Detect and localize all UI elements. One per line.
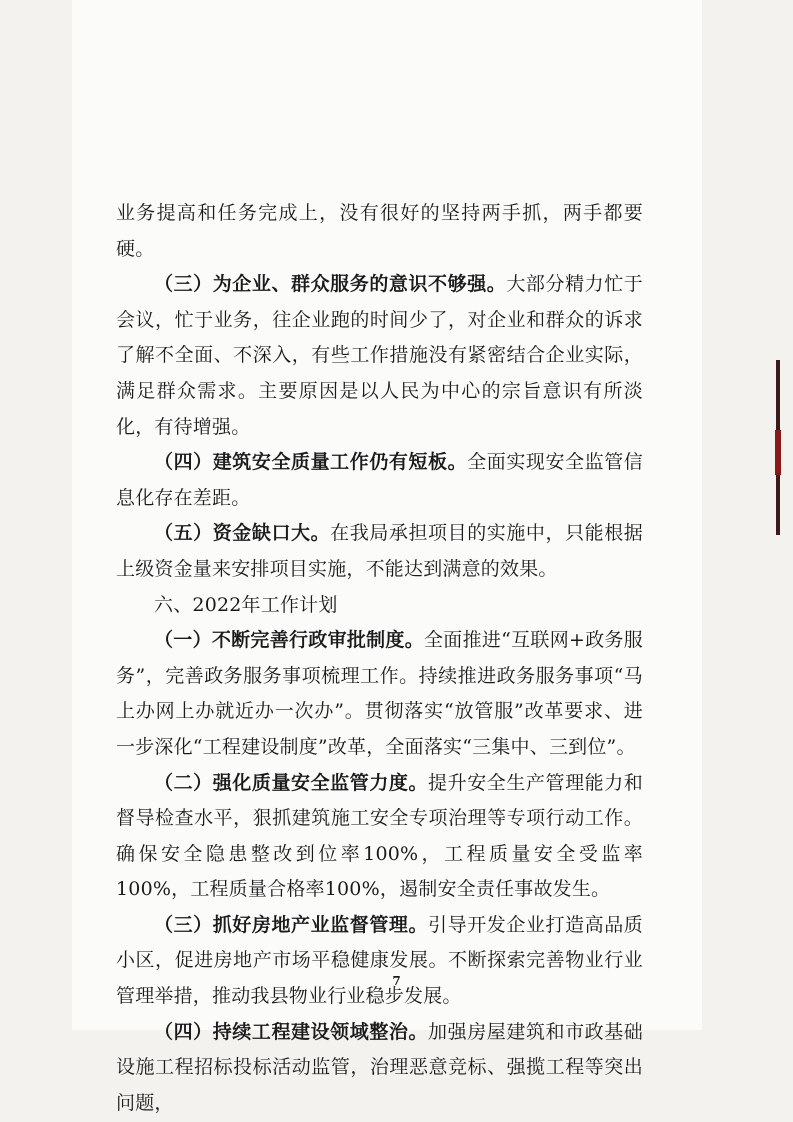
page-number: 7: [392, 974, 401, 988]
paragraph-4: [116, 516, 643, 587]
paragraph-text: 大部分精力忙于会议，忙于业务，往企业跑的时间少了，对企业和群众的诉求了解不全面、不深入，有些工作措施没有紧密结合企业实际，满足群众需求。主要原因是以人民为中心的宗旨意识有所淡化，有待增强。: [116, 273, 643, 438]
paragraph-2: [116, 267, 643, 445]
paragraph-lead: （四）持续工程建设领域整治。: [154, 1020, 429, 1043]
paragraph-text: 提升安全生产管理能力和督导检查水平，狠抓建筑施工安全专项治理等专项行动工作。确保安全隐患整改到位率100%，工程质量安全受监率100%，工程质量合格率100%，遏制安全责任事故发生。: [116, 771, 643, 901]
paragraph-3: [116, 445, 643, 516]
paragraph-text: 全面实现安全监管信息化存在差距。: [116, 451, 643, 509]
paragraph-lead: （五）资金缺口大。: [154, 522, 331, 545]
section-heading: [116, 588, 643, 624]
scan-edge-mark: [776, 475, 780, 535]
paragraph-lead: （三）抓好房地产业监督管理。: [154, 913, 429, 936]
paragraph-7: [116, 908, 643, 1015]
paragraph-lead: （三）为企业、群众服务的意识不够强。: [154, 273, 507, 296]
paragraph-text: 在我局承担项目的实施中，只能根据上级资金量来安排项目实施，不能达到满意的效果。: [116, 522, 643, 580]
paragraph-text: 全面推进“互联网+政务服务”，完善政务服务事项梳理工作。持续推进政务服务事项“马上办网上办就近办一次办”。贯彻落实“放管服”改革要求、进一步深化“工程建设制度”改革，全面落实“三集中、三到位”。: [116, 629, 643, 758]
paragraph-text: 引导开发企业打造高品质小区，促进房地产市场平稳健康发展。不断探索完善物业行业管理举措，推动我县物业行业稳步发展。: [116, 913, 643, 1008]
paragraph-text: 业务提高和任务完成上，没有很好的坚持两手抓，两手都要硬。: [116, 202, 643, 260]
paragraph-8: [116, 1015, 643, 1122]
paragraph-lead: （二）强化质量安全监管力度。: [154, 771, 429, 794]
paragraph-text: 六、2022年工作计划: [154, 593, 338, 616]
paragraph-lead: （四）建筑安全质量工作仍有短板。: [154, 451, 468, 474]
paragraph-lead: （一）不断完善行政审批制度。: [154, 629, 424, 652]
scan-edge-mark-red: [775, 430, 781, 475]
paragraph-text: 加强房屋建筑和市政基础设施工程招标投标活动监管，治理恶意竞标、强揽工程等突出问题，: [116, 1020, 643, 1114]
scan-edge-mark: [776, 360, 780, 430]
paragraph-1: [116, 196, 643, 267]
paragraph-5: [116, 623, 643, 765]
paragraph-6: [116, 766, 643, 908]
